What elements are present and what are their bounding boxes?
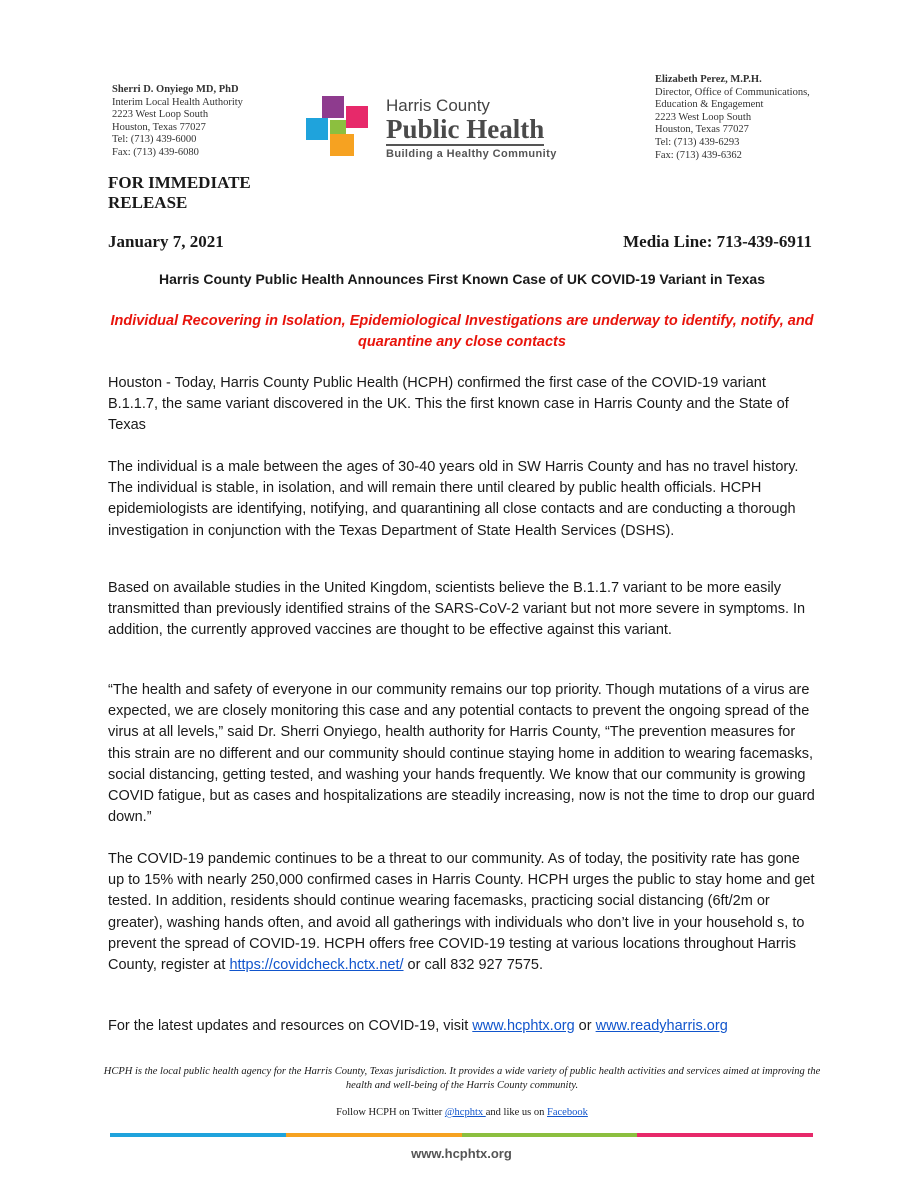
subheadline: Individual Recovering in Isolation, Epidemiological Investigations are underway to identify, notify, and quarantine any close contacts: [110, 313, 814, 350]
headline: Harris County Public Health Announces First Known Case of UK COVID-19 Variant in Texas: [158, 271, 765, 287]
quote-paragraph: “The health and safety of everyone in our community remains our top priority. Though mutations of a virus are expected, we are closely monitoring this case and any potential contacts to prevent the ongoing spread of the virus at all levels,” said Dr. Sherri Onyiego, health authority for Harris County, “The prevention measures for this strain are no different and our community should continue staying home in addition to wearing facemasks, social distancing, getting tested, and washing your hands frequently. We know that our community is growing COVID fatigue, but as cases and hospitalizations are steadily increasing, now is not the time to drop our guard down.”: [108, 682, 815, 826]
footer-color-bar: [110, 1133, 813, 1137]
paragraph-text: or call 832 927 7575.: [403, 957, 543, 974]
contact-left-line: Houston, Texas 77027: [112, 121, 206, 133]
paragraph-text: or: [574, 1018, 596, 1034]
hcph-logo: [306, 96, 596, 160]
media-line: Media Line: 713-439-6911: [623, 232, 812, 251]
body-paragraph: The individual is a male between the ages of 30-40 years old in SW Harris County and has no travel history. The individual is stable, in isolation, and will remain there until cleared by public health officials. HCPH epidemiologists are identifying, notifying, and quarantining all close contacts and are conducting a thorough investigation in conjunction with the Texas Department of State Health Services (DSHS).: [108, 459, 799, 539]
contact-block-left: [112, 84, 243, 160]
twitter-link[interactable]: @hcphtx: [444, 1107, 486, 1118]
paragraph-text: For the latest updates and resources on COVID-19, visit: [108, 1018, 473, 1034]
contact-left-name: Sherri D. Onyiego MD, PhD: [112, 84, 239, 95]
paragraph-text: The COVID-19 pandemic continues to be a threat to our community. As of today, the positivity rate has gone up to 15% with nearly 250,000 confirmed cases in Harris County. HCPH urges the public to stay home and get tested. In addition, residents should continue wearing facemasks, practicing social distancing (6ft/2m or greater), washing hands often, and avoid all gatherings with individuals who don’t live in your household s, to prevent the spread of COVID-19. HCPH offers free COVID-19 testing at various locations throughout Harris County, register at: [108, 851, 815, 974]
contact-left-line: Interim Local Health Authority: [112, 96, 243, 108]
contact-right-name: Elizabeth Perez, M.P.H.: [655, 74, 762, 85]
contact-right-line: 2223 West Loop South: [655, 111, 752, 123]
color-bar-segment: [286, 1133, 462, 1137]
readyharris-link[interactable]: www.readyharris.org: [595, 1018, 728, 1034]
body-paragraph: [108, 1016, 816, 1037]
contact-right-line: Director, Office of Communications,: [655, 86, 810, 98]
release-label-line2: RELEASE: [108, 193, 188, 212]
contact-left-line: Tel: (713) 439-6000: [112, 134, 197, 146]
color-bar-segment: [110, 1133, 286, 1137]
contact-right-line: Tel: (713) 439-6293: [655, 136, 740, 148]
logo-square-pink: [346, 106, 368, 128]
logo-name-main: Public Health: [386, 114, 545, 144]
logo-square-orange: [330, 134, 354, 156]
logo-square-purple: [322, 96, 344, 118]
release-date: January 7, 2021: [108, 232, 224, 251]
logo-name-top: Harris County: [386, 96, 490, 115]
color-bar-segment: [462, 1133, 638, 1137]
hcphtx-link[interactable]: www.hcphtx.org: [472, 1018, 575, 1034]
body-paragraph: [108, 849, 816, 976]
follow-text: and like us on: [485, 1107, 548, 1118]
footer-description: HCPH is the local public health agency for the Harris County, Texas jurisdiction. It provides a wide variety of public health activities and services aimed at improving the health and well-being of the Harris County community.: [103, 1066, 821, 1091]
contact-left-line: Fax: (713) 439-6080: [112, 146, 199, 158]
release-label-line1: FOR IMMEDIATE: [108, 173, 251, 192]
follow-line: [100, 1107, 824, 1118]
body-paragraph: Houston - Today, Harris County Public Health (HCPH) confirmed the first case of the COVID-19 variant B.1.1.7, the same variant discovered in the UK. This the first known case in Harris County and the State of Texas: [108, 375, 789, 434]
logo-square-blue: [306, 118, 328, 140]
contact-right-line: Fax: (713) 439-6362: [655, 149, 742, 161]
body-paragraph: Based on available studies in the United Kingdom, scientists believe the B.1.1.7 variant to be more easily transmitted than previously identified strains of the SARS-CoV-2 variant but not more severe in symptoms. In addition, the currently approved vaccines are thought to be effective against this variant.: [108, 580, 806, 639]
color-bar-segment: [637, 1133, 813, 1137]
covidcheck-link[interactable]: https://covidcheck.hctx.net/: [229, 957, 404, 974]
contact-right-line: Houston, Texas 77027: [655, 124, 749, 136]
follow-text: Follow HCPH on Twitter: [336, 1107, 445, 1118]
contact-left-line: 2223 West Loop South: [112, 109, 209, 121]
contact-right-line: Education & Engagement: [655, 99, 764, 111]
logo-tagline: Building a Healthy Community: [386, 148, 557, 160]
facebook-link[interactable]: Facebook: [547, 1107, 588, 1118]
release-label: [108, 173, 251, 213]
footer-website: www.hcphtx.org: [411, 1146, 512, 1161]
contact-block-right: [655, 74, 810, 162]
